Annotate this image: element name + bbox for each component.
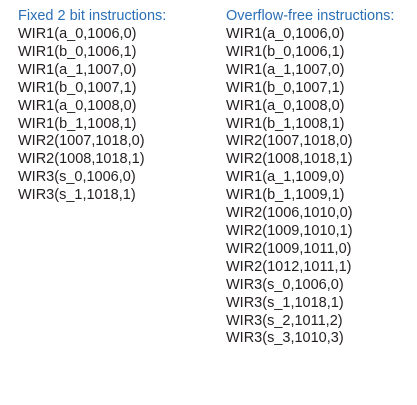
instruction-line: WIR2(1007,1018,0) <box>226 133 353 150</box>
instruction-line: WIR1(b_1,1008,1) <box>226 115 345 132</box>
instruction-line: WIR3(s_0,1006,0) <box>18 169 136 186</box>
instruction-line: WIR2(1009,1010,1) <box>226 222 353 239</box>
instruction-line: WIR1(b_0,1007,1) <box>226 79 345 96</box>
overflow-free-instructions-column <box>226 8 414 348</box>
instruction-line: WIR1(a_1,1007,0) <box>18 61 137 78</box>
instruction-line: WIR3(s_1,1018,1) <box>226 294 344 311</box>
overflow-free-instructions-list <box>226 26 414 348</box>
instruction-line: WIR1(b_0,1007,1) <box>18 79 137 96</box>
fixed-instructions-column <box>18 8 208 205</box>
overflow-free-instructions-heading: Overflow-free instructions: <box>226 8 395 24</box>
instruction-line: WIR1(a_1,1009,0) <box>226 169 345 186</box>
instruction-line: WIR1(b_1,1008,1) <box>18 115 137 132</box>
instruction-line: WIR3(s_3,1010,3) <box>226 330 344 347</box>
instruction-line: WIR1(a_1,1007,0) <box>226 61 345 78</box>
instruction-line: WIR2(1012,1011,1) <box>226 258 352 275</box>
instruction-line: WIR1(a_0,1008,0) <box>18 97 137 114</box>
instruction-line: WIR2(1008,1018,1) <box>18 151 145 168</box>
instruction-line: WIR1(a_0,1008,0) <box>226 97 345 114</box>
instruction-line: WIR1(a_0,1006,0) <box>18 26 137 42</box>
instruction-line: WIR3(s_1,1018,1) <box>18 187 136 204</box>
instruction-line: WIR1(a_0,1006,0) <box>226 26 345 42</box>
fixed-instructions-list <box>18 26 208 205</box>
instruction-line: WIR1(b_0,1006,1) <box>226 43 345 60</box>
instruction-line: WIR2(1009,1011,0) <box>226 240 352 257</box>
instruction-line: WIR1(b_1,1009,1) <box>226 187 345 204</box>
instruction-line: WIR2(1008,1018,1) <box>226 151 353 168</box>
instruction-line: WIR3(s_2,1011,2) <box>226 312 343 329</box>
instruction-line: WIR2(1007,1018,0) <box>18 133 145 150</box>
instruction-line: WIR1(b_0,1006,1) <box>18 43 137 60</box>
fixed-instructions-heading: Fixed 2 bit instructions: <box>18 8 167 24</box>
instruction-line: WIR2(1006,1010,0) <box>226 205 353 222</box>
instruction-line: WIR3(s_0,1006,0) <box>226 276 344 293</box>
